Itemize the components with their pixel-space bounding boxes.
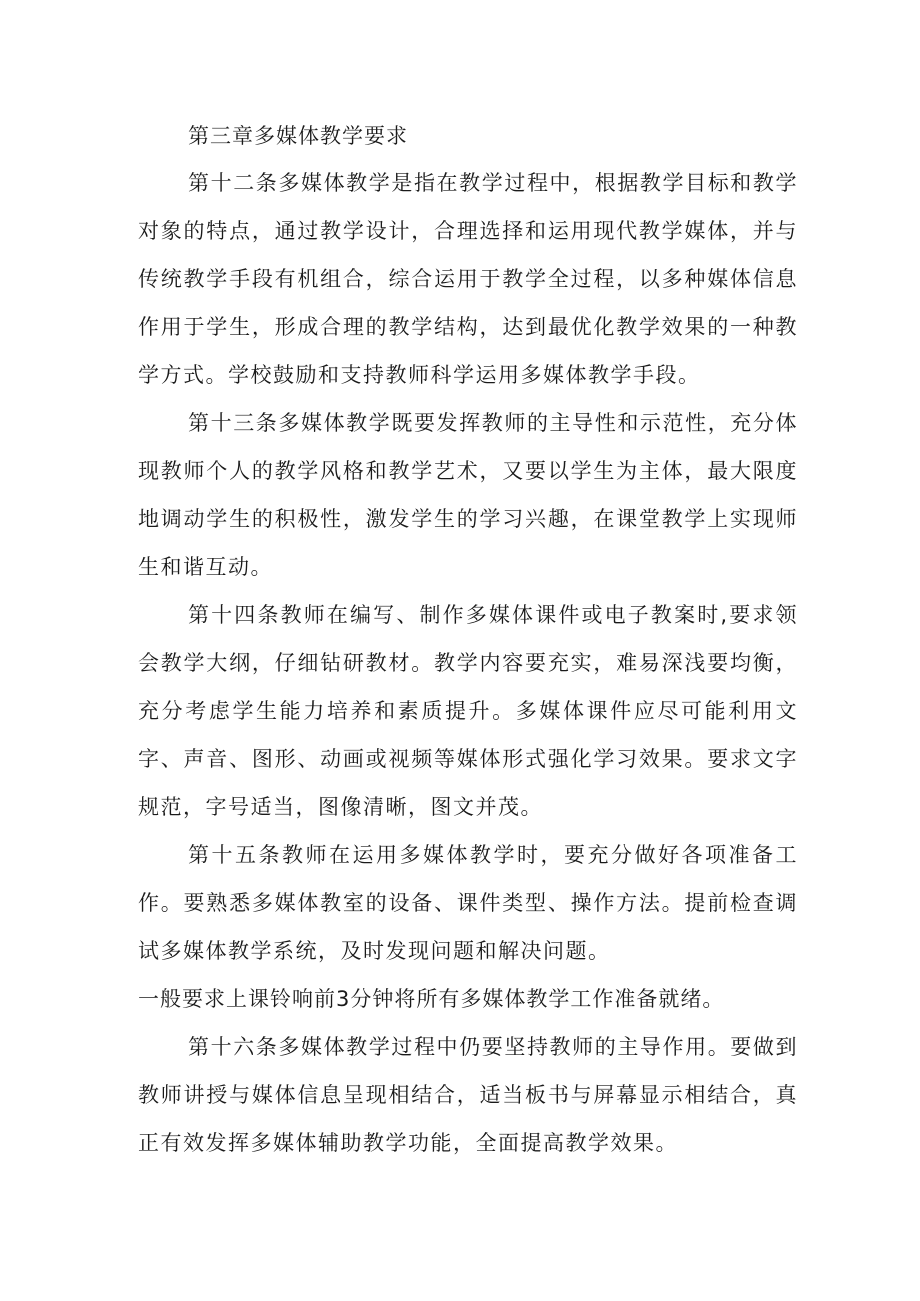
article-14-paragraph: 第十四条教师在编写、制作多媒体课件或电子教案时,要求领会教学大纲，仔细钻研教材。教学内容要充实，难易深浅要均衡，充分考虑学生能力培养和素质提升。多媒体课件应尽可能利用文字、声音、图形、动画或视频等媒体形式强化学习效果。要求文字规范，字号适当，图像清晰，图文并茂。	[138, 603, 798, 819]
chapter-heading: 第三章多媒体教学要求	[188, 124, 408, 148]
article-12-paragraph: 第十二条多媒体教学是指在教学过程中，根据教学目标和教学对象的特点，通过教学设计，合理选择和运用现代教学媒体，并与传统教学手段有机组合，综合运用于教学全过程，以多种媒体信息作用于学生，形成合理的教学结构，达到最优化教学效果的一种教学方式。学校鼓励和支持教师科学运用多媒体教学手段。	[138, 171, 798, 387]
article-15-paragraph: 第十五条教师在运用多媒体教学时，要充分做好各项准备工作。要熟悉多媒体教室的设备、课件类型、操作方法。提前检查调试多媒体教学系统，及时发现问题和解决问题。	[138, 843, 798, 963]
article-16-paragraph: 第十六条多媒体教学过程中仍要坚持教师的主导作用。要做到教师讲授与媒体信息呈现相结合，适当板书与屏幕显示相结合，真正有效发挥多媒体辅助教学功能，全面提高教学效果。	[138, 1035, 798, 1155]
article-15-continuation: 一般要求上课铃响前3分钟将所有多媒体教学工作准备就绪。	[138, 987, 725, 1011]
document-body	[138, 113, 798, 1167]
article-13-paragraph: 第十三条多媒体教学既要发挥教师的主导性和示范性，充分体现教师个人的教学风格和教学艺术，又要以学生为主体，最大限度地调动学生的积极性，激发学生的学习兴趣，在课堂教学上实现师生和谐互动。	[138, 411, 798, 579]
